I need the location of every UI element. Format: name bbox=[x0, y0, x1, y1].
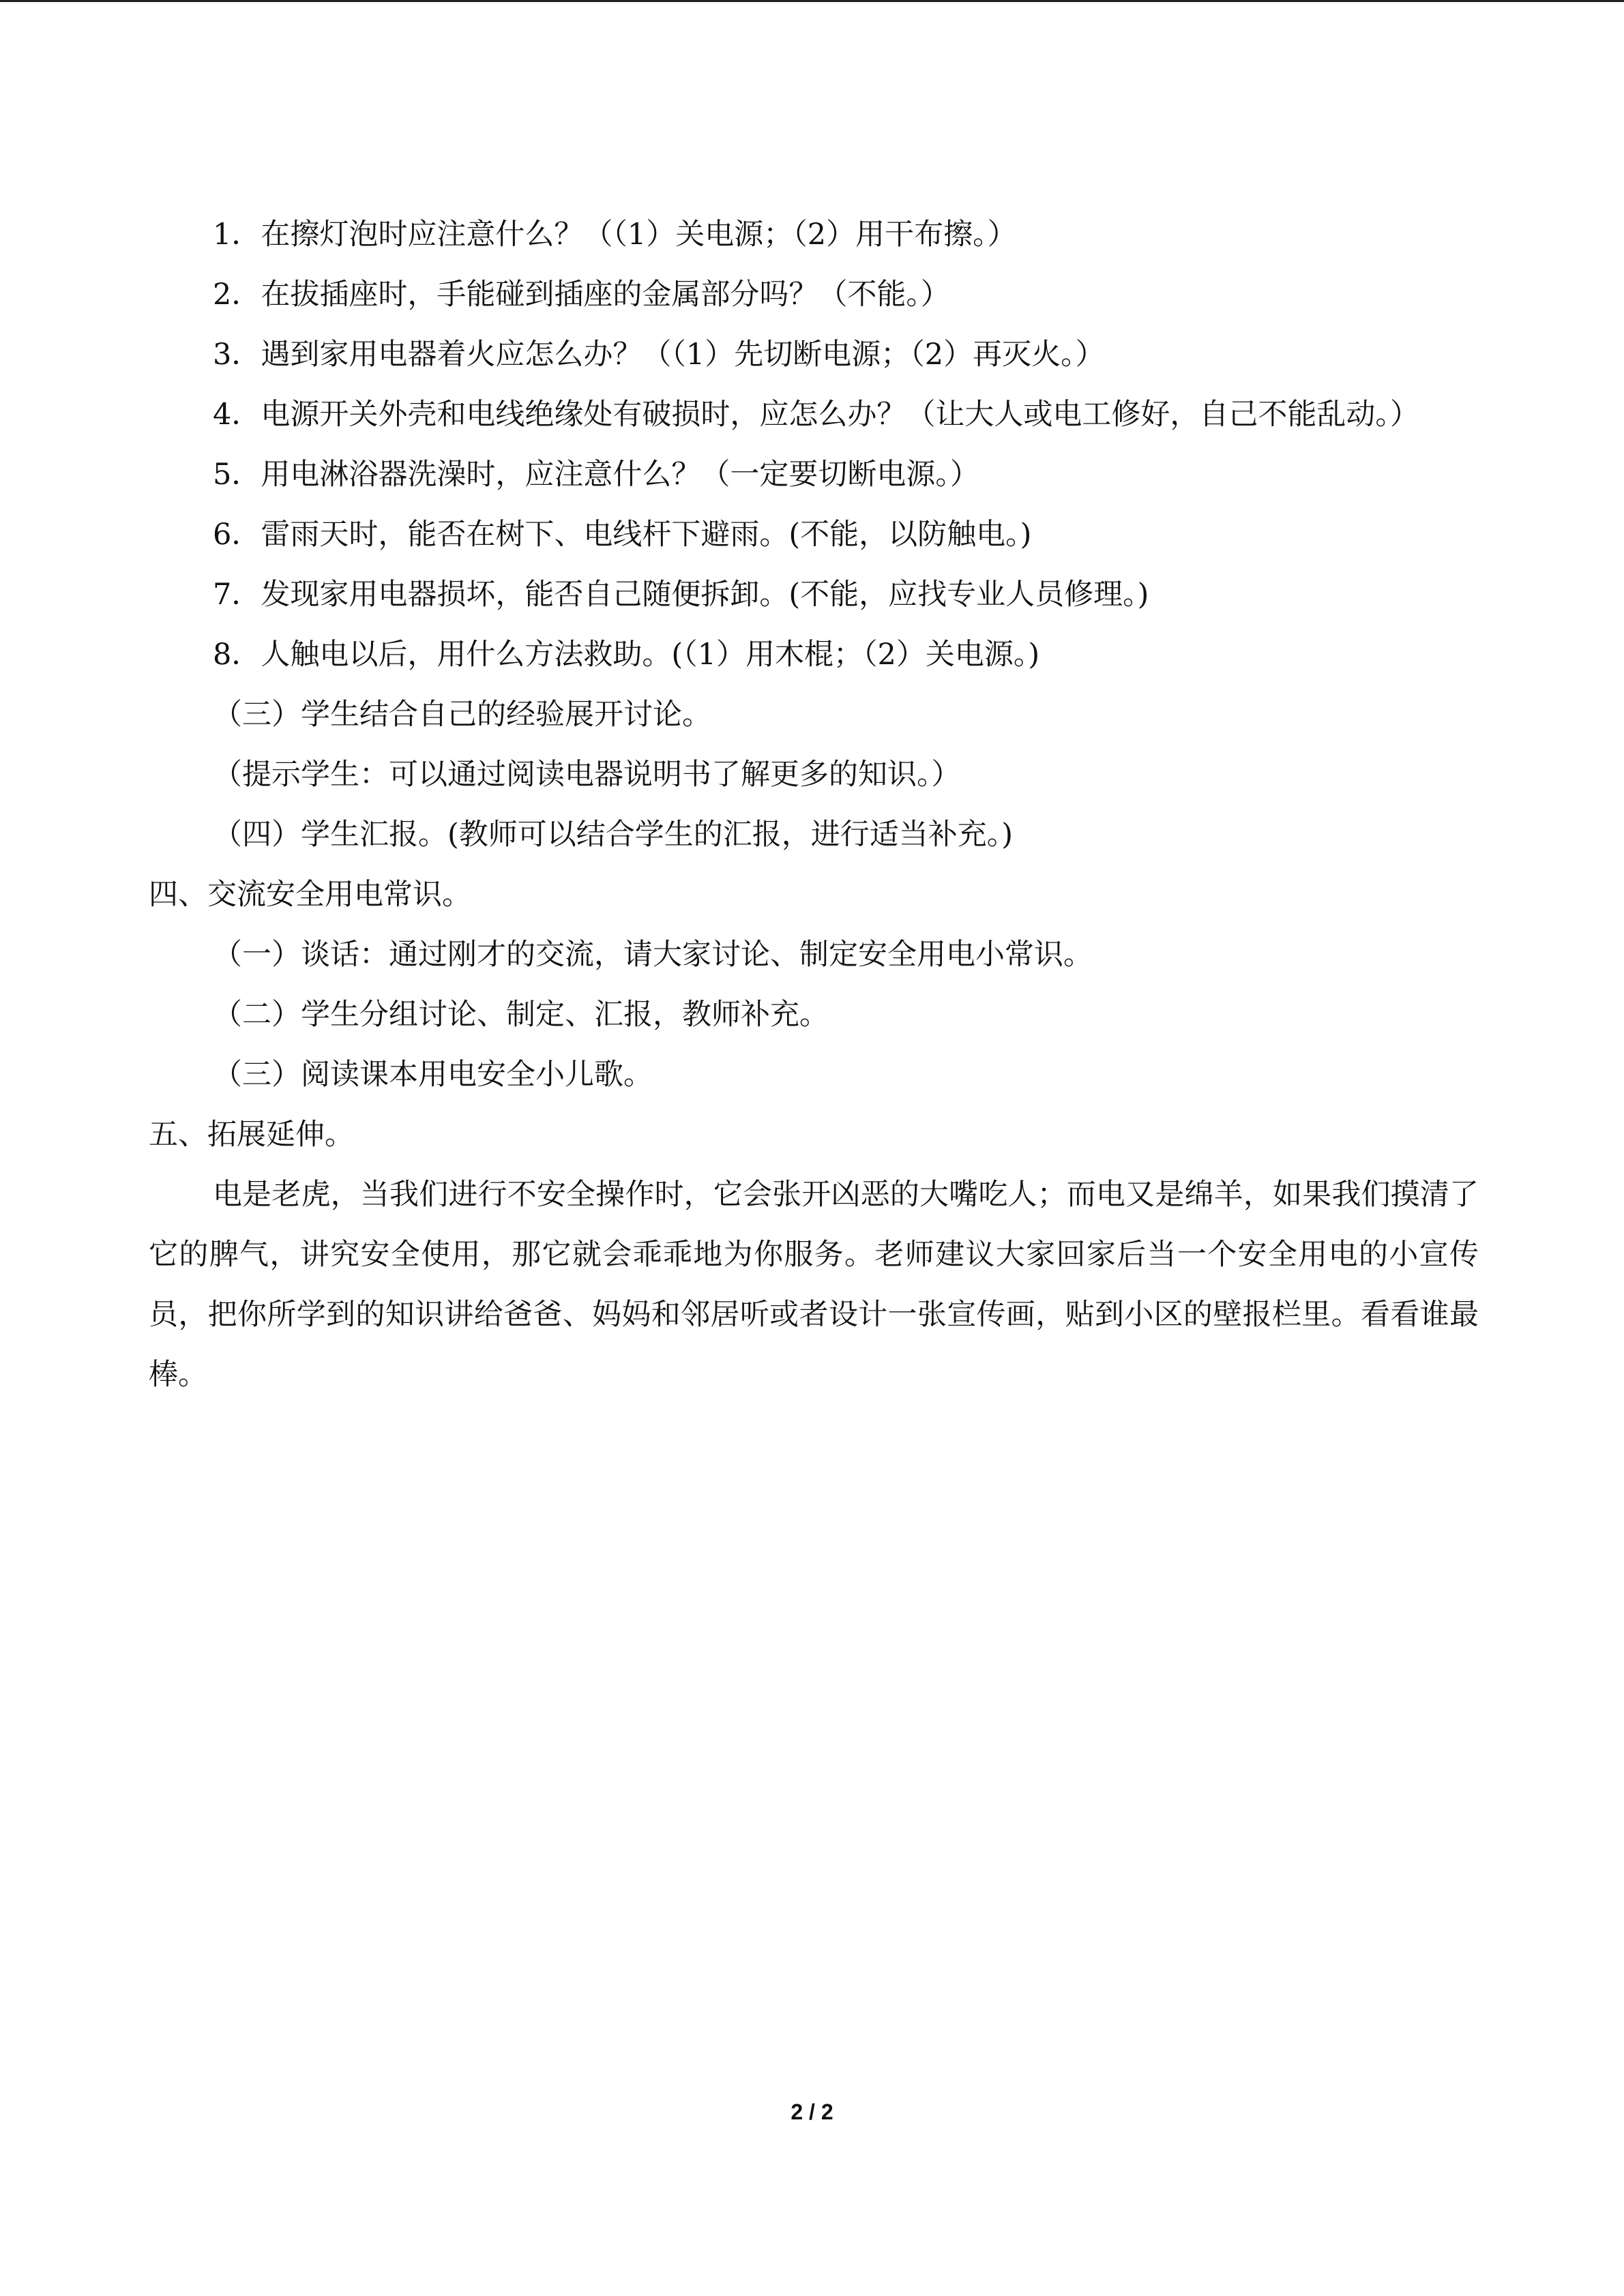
step-discussion: （三）学生结合自己的经验展开讨论。 bbox=[213, 698, 711, 732]
question-item: 7．发现家用电器损坏，能否自己随便拆卸。(不能，应找专业人员修理。) bbox=[213, 578, 1149, 612]
question-item: 5．用电淋浴器洗澡时，应注意什么？（一定要切断电源。） bbox=[213, 458, 979, 492]
question-item: 3．遇到家用电器着火应怎么办？（（1）先切断电源；（2）再灭火。） bbox=[213, 338, 1105, 372]
question-item: 6．雷雨天时，能否在树下、电线杆下避雨。(不能，以防触电。) bbox=[213, 518, 1032, 552]
question-item: 4．电源开关外壳和电线绝缘处有破损时，应怎么办？（让大人或电工修好，自己不能乱动。） bbox=[213, 398, 1419, 432]
section-4-item: （一）谈话：通过刚才的交流，请大家讨论、制定安全用电小常识。 bbox=[213, 938, 1093, 972]
section-4-heading: 四、交流安全用电常识。 bbox=[149, 878, 471, 912]
teacher-hint: （提示学生：可以通过阅读电器说明书了解更多的知识。） bbox=[213, 758, 961, 792]
question-item: 1．在擦灯泡时应注意什么？（（1）关电源；（2）用干布擦。） bbox=[213, 218, 1017, 252]
step-report: （四）学生汇报。(教师可以结合学生的汇报，进行适当补充。) bbox=[213, 818, 1014, 852]
top-border bbox=[0, 0, 1624, 2]
page-number: 2 / 2 bbox=[791, 2100, 833, 2124]
section-4-item: （二）学生分组讨论、制定、汇报，教师补充。 bbox=[213, 998, 829, 1032]
document-body bbox=[149, 205, 1479, 1405]
question-item: 2．在拔插座时，手能碰到插座的金属部分吗？（不能。） bbox=[213, 278, 950, 312]
section-5-heading: 五、拓展延伸。 bbox=[149, 1118, 354, 1152]
section-4-item: （三）阅读课本用电安全小儿歌。 bbox=[213, 1058, 653, 1092]
question-item: 8．人触电以后，用什么方法救助。(（1）用木棍；（2）关电源。) bbox=[213, 638, 1040, 672]
section-5-paragraph: 电是老虎，当我们进行不安全操作时，它会张开凶恶的大嘴吃人；而电又是绵羊，如果我们摸清了它的脾气，讲究安全使用，那它就会乖乖地为你服务。老师建议大家回家后当一个安全用电的小宣传员，把你所学到的知识讲给爸爸、妈妈和邻居听或者设计一张宣传画，贴到小区的壁报栏里。看看谁最棒。 bbox=[149, 1178, 1479, 1392]
